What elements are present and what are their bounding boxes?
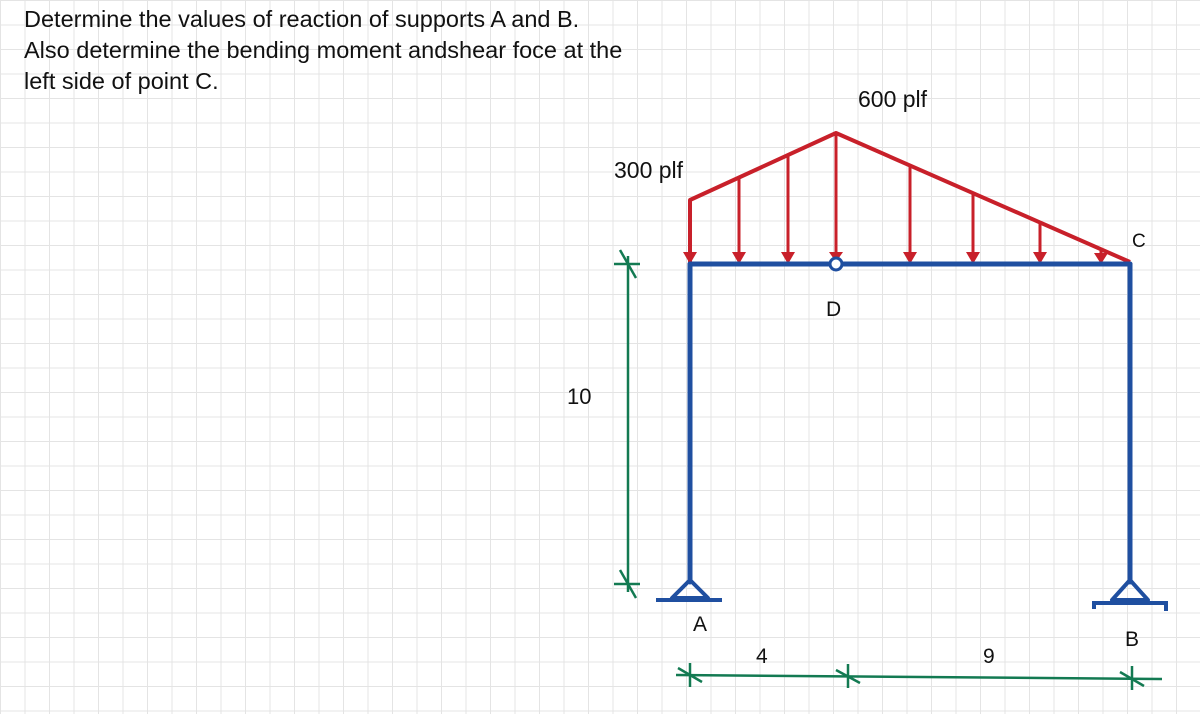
point-d-label: D <box>826 298 842 321</box>
span-dimension <box>676 663 1162 690</box>
hinge-d <box>830 258 842 270</box>
point-c-label: C <box>1132 231 1146 252</box>
height-dimension <box>614 250 640 598</box>
support-a <box>656 580 722 600</box>
support-b <box>1092 580 1168 611</box>
problem-line-1: Determine the values of reaction of supports A and B. <box>24 6 580 32</box>
frame <box>690 264 1130 582</box>
height-dimension-label: 10 <box>567 384 592 409</box>
peak-load-label: 600 plf <box>858 86 928 112</box>
problem-line-2: Also determine the bending moment andshear foce at the <box>24 37 623 63</box>
load-arrows <box>690 133 1101 258</box>
point-a-label: A <box>693 613 708 636</box>
problem-line-3: left side of point C. <box>24 68 219 94</box>
left-span-label: 4 <box>756 645 768 668</box>
right-span-label: 9 <box>983 645 995 668</box>
point-b-label: B <box>1125 628 1140 651</box>
left-load-label: 300 plf <box>614 157 684 183</box>
distributed-load <box>683 133 1130 264</box>
